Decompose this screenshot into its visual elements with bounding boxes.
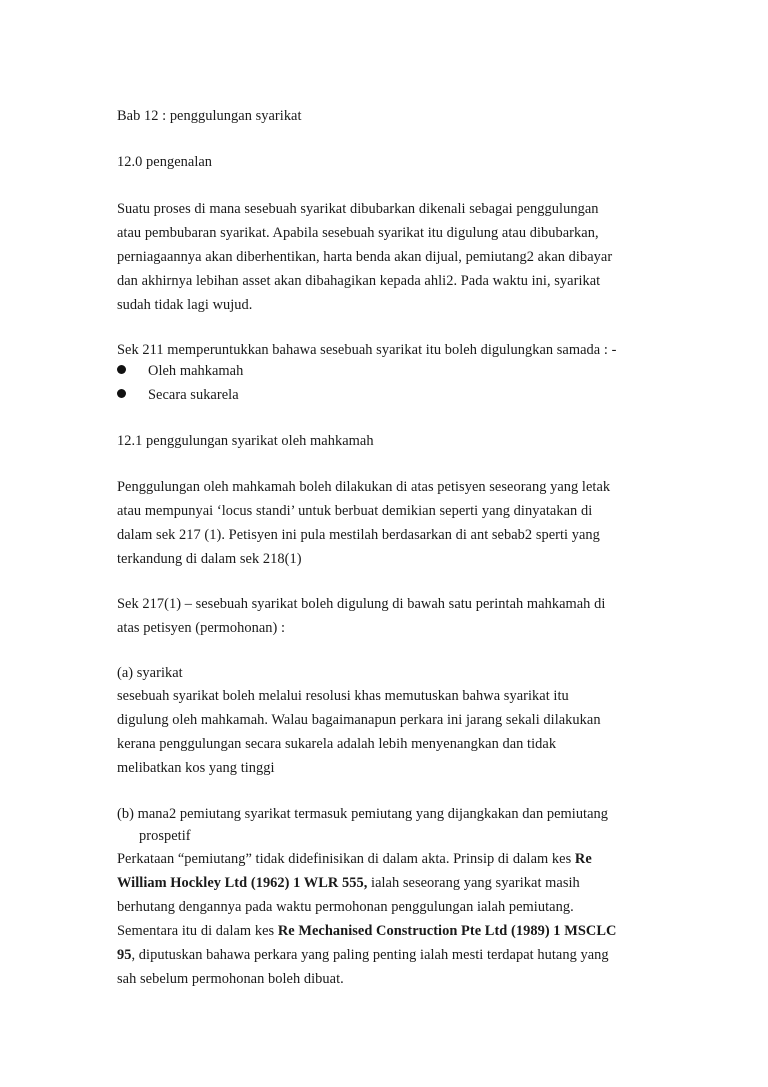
item-b-line-6: sah sebelum permohonan boleh dibuat. [117, 971, 344, 987]
sek-211-paragraph: Sek 211 memperuntukkan bahawa sesebuah syarikat itu boleh digulungkan samada : - [117, 342, 617, 358]
intro-line-4: dan akhirnya lebihan asset akan dibahagikan kepada ahli2. Pada waktu ini, syarikat [117, 273, 601, 289]
p121-line-2: atau mempunyai ‘locus standi’ untuk berbuat demikian seperti yang dinyatakan di [117, 503, 593, 519]
case-citation-hockley: William Hockley Ltd (1962) 1 WLR 555, [117, 875, 368, 891]
bullet-dot-icon [117, 389, 126, 398]
item-b-line-5 [117, 945, 609, 965]
case-citation-re: Re [574, 851, 592, 867]
item-b-line-1-text: Perkataan “pemiutang” tidak didefinisikan di dalam akta. Prinsip di dalam kes [117, 851, 575, 867]
item-a-line-1: sesebuah syarikat boleh melalui resolusi khas memutuskan bahwa syarikat itu [117, 688, 569, 704]
bullet-item-secara-sukarela: Secara sukarela [148, 387, 239, 403]
case-citation-mechanised: Re Mechanised Construction Pte Ltd (1989) 1 MSCLC [277, 923, 617, 939]
item-a-line-3: kerana penggulungan secara sukarela adalah lebih menyenangkan dan tidak [117, 736, 557, 752]
section-heading-12-1: 12.1 penggulungan syarikat oleh mahkamah [117, 433, 374, 449]
section-heading-12-0: 12.0 pengenalan [117, 154, 213, 170]
intro-line-2: atau pembubaran syarikat. Apabila sesebuah syarikat itu digulung atau dibubarkan, [117, 225, 599, 241]
item-a-line-4: melibatkan kos yang tinggi [117, 760, 275, 776]
intro-line-3: perniagaannya akan diberhentikan, harta benda akan dijual, pemiutang2 akan dibayar [117, 249, 613, 265]
case-citation-95: 95 [117, 947, 132, 963]
chapter-title: Bab 12 : penggulungan syarikat [117, 108, 302, 124]
sek-217-line-1: Sek 217(1) – sesebuah syarikat boleh digulung di bawah satu perintah mahkamah di [117, 596, 606, 612]
item-a-line-2: digulung oleh mahkamah. Walau bagaimanapun perkara ini jarang sekali dilakukan [117, 712, 601, 728]
item-a-label: (a) syarikat [117, 665, 183, 681]
sek-217-line-2: atas petisyen (permohonan) : [117, 620, 286, 636]
p121-line-1: Penggulungan oleh mahkamah boleh dilakukan di atas petisyen seseorang yang letak [117, 479, 611, 495]
item-b-line-4-text: Sementara itu di dalam kes [117, 923, 278, 939]
bullet-item-oleh-mahkamah: Oleh mahkamah [148, 363, 244, 379]
item-b-line-5-text: , diputuskan bahawa perkara yang paling penting ialah mesti terdapat hutang yang [131, 947, 609, 963]
item-b-label-line-1: (b) mana2 pemiutang syarikat termasuk pemiutang yang dijangkakan dan pemiutang [117, 806, 609, 822]
item-b-line-1 [117, 849, 592, 869]
p121-line-4: terkandung di dalam sek 218(1) [117, 551, 302, 567]
p121-line-3: dalam sek 217 (1). Petisyen ini pula mestilah berdasarkan di ant sebab2 sperti yang [117, 527, 600, 543]
bullet-dot-icon [117, 365, 126, 374]
item-b-line-2 [117, 873, 580, 893]
item-b-line-2-text: ialah seseorang yang syarikat masih [367, 875, 580, 891]
item-b-line-3: berhutang dengannya pada waktu permohonan penggulungan ialah pemiutang. [117, 899, 574, 915]
intro-line-5: sudah tidak lagi wujud. [117, 297, 253, 313]
intro-line-1: Suatu proses di mana sesebuah syarikat dibubarkan dikenali sebagai penggulungan [117, 201, 599, 217]
item-b-label-line-2: prospetif [139, 828, 191, 844]
item-b-line-4 [117, 921, 616, 941]
